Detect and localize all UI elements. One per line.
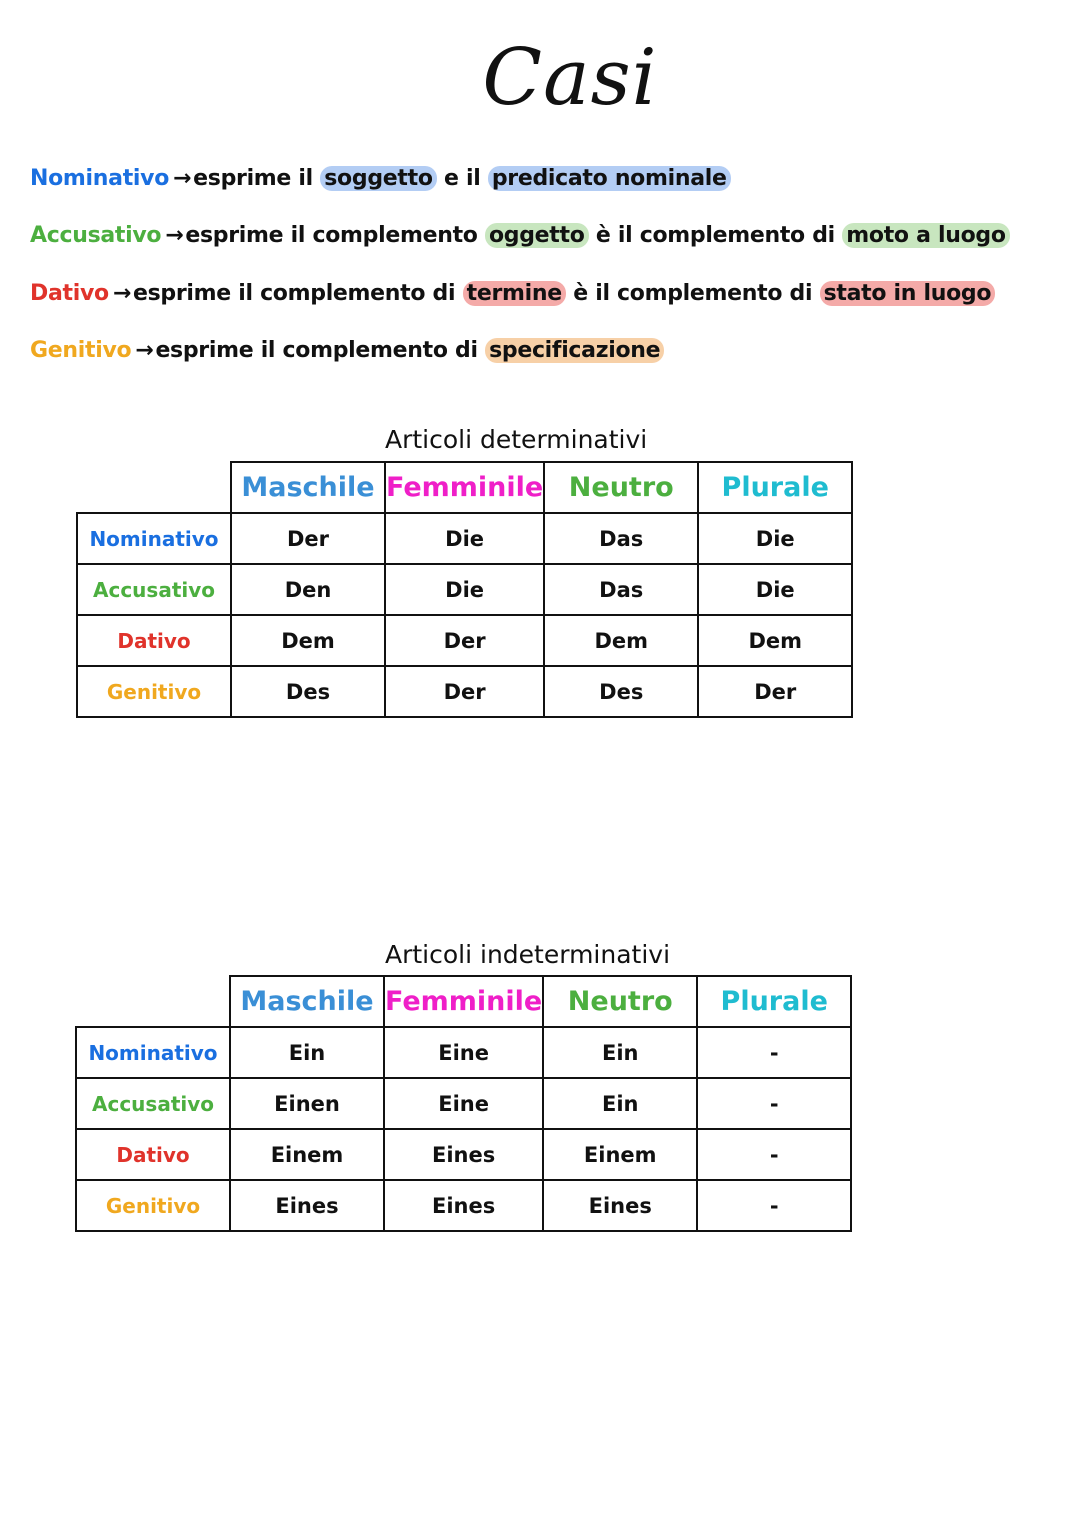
table-row — [77, 666, 852, 717]
arrow-icon: → — [165, 223, 184, 248]
indefinite-articles-table — [75, 975, 852, 1232]
column-header-plurale: Plurale — [698, 462, 852, 513]
table-row — [77, 564, 852, 615]
highlight-term: moto a luogo — [842, 223, 1009, 248]
highlight-term: specificazione — [485, 338, 664, 363]
table-row — [76, 1180, 851, 1231]
definite-articles-table — [76, 461, 853, 718]
table-row — [76, 1027, 851, 1078]
table-cell-empty: - — [697, 1078, 851, 1129]
table-cell: Eines — [543, 1180, 697, 1231]
highlight-term: oggetto — [485, 223, 589, 248]
table-cell: Einem — [230, 1129, 384, 1180]
case-text: esprime il complemento di — [155, 338, 478, 363]
table-cell: Eines — [384, 1129, 543, 1180]
table-cell-empty: - — [697, 1129, 851, 1180]
table-cell-empty: - — [697, 1027, 851, 1078]
definite-table-caption: Articoli determinativi — [385, 425, 648, 454]
arrow-icon: → — [135, 338, 154, 363]
case-line-dativo — [30, 279, 995, 309]
table-cell: Die — [698, 564, 852, 615]
table-cell: Der — [385, 615, 544, 666]
case-text: e il — [444, 166, 481, 191]
table-cell: Ein — [230, 1027, 384, 1078]
case-text: esprime il complemento di — [132, 281, 456, 306]
row-header-accusativo: Accusativo — [77, 564, 231, 615]
table-row — [76, 1129, 851, 1180]
table-cell: Des — [544, 666, 698, 717]
table-cell: Der — [385, 666, 544, 717]
table-cell: Die — [698, 513, 852, 564]
table-cell: Einem — [543, 1129, 697, 1180]
arrow-icon: → — [112, 281, 131, 306]
table-cell: Eines — [230, 1180, 384, 1231]
table-cell: Eine — [384, 1027, 543, 1078]
case-line-accusativo — [30, 221, 1010, 251]
table-cell: Der — [231, 513, 385, 564]
row-header-genitivo: Genitivo — [77, 666, 231, 717]
table-row — [76, 1078, 851, 1129]
column-header-maschile: Maschile — [231, 462, 385, 513]
row-header-dativo: Dativo — [77, 615, 231, 666]
row-header-nominativo: Nominativo — [77, 513, 231, 564]
table-row — [77, 513, 852, 564]
column-header-neutro: Neutro — [543, 976, 697, 1027]
case-line-genitivo — [30, 336, 664, 366]
column-header-neutro: Neutro — [544, 462, 698, 513]
table-cell: Des — [231, 666, 385, 717]
highlight-term: soggetto — [320, 166, 436, 191]
table-cell: Die — [385, 564, 544, 615]
column-header-femminile: Femminile — [385, 462, 544, 513]
table-cell: Ein — [543, 1027, 697, 1078]
row-header-genitivo: Genitivo — [76, 1180, 230, 1231]
page-title: Casi — [482, 33, 658, 123]
table-header-row — [77, 462, 852, 513]
column-header-maschile: Maschile — [230, 976, 384, 1027]
table-cell: Dem — [698, 615, 852, 666]
column-header-femminile: Femminile — [384, 976, 543, 1027]
table-header-row — [76, 976, 851, 1027]
column-header-plurale: Plurale — [697, 976, 851, 1027]
table-row — [77, 615, 852, 666]
case-text: è il complemento di — [573, 281, 813, 306]
table-cell: Dem — [231, 615, 385, 666]
table-cell: Ein — [543, 1078, 697, 1129]
case-name-genitivo: Genitivo — [30, 338, 132, 363]
table-cell: Das — [544, 564, 698, 615]
arrow-icon: → — [173, 166, 192, 191]
case-text: esprime il — [193, 166, 313, 191]
table-cell: Eines — [384, 1180, 543, 1231]
table-cell: Eine — [384, 1078, 543, 1129]
table-cell: Die — [385, 513, 544, 564]
table-cell: Das — [544, 513, 698, 564]
table-cell: Einen — [230, 1078, 384, 1129]
highlight-term: stato in luogo — [820, 281, 996, 306]
case-text: è il complemento di — [595, 223, 835, 248]
table-cell: Den — [231, 564, 385, 615]
table-cell-empty: - — [697, 1180, 851, 1231]
case-name-dativo: Dativo — [30, 281, 109, 306]
case-text: esprime il complemento — [185, 223, 478, 248]
highlight-term: termine — [463, 281, 566, 306]
table-cell: Dem — [544, 615, 698, 666]
case-name-accusativo: Accusativo — [30, 223, 162, 248]
table-cell: Der — [698, 666, 852, 717]
row-header-nominativo: Nominativo — [76, 1027, 230, 1078]
row-header-dativo: Dativo — [76, 1129, 230, 1180]
case-line-nominativo — [30, 164, 731, 194]
row-header-accusativo: Accusativo — [76, 1078, 230, 1129]
indefinite-table-caption: Articoli indeterminativi — [385, 940, 671, 969]
highlight-term: predicato nominale — [488, 166, 731, 191]
table-corner — [77, 462, 231, 513]
table-corner — [76, 976, 230, 1027]
case-name-nominativo: Nominativo — [30, 166, 170, 191]
